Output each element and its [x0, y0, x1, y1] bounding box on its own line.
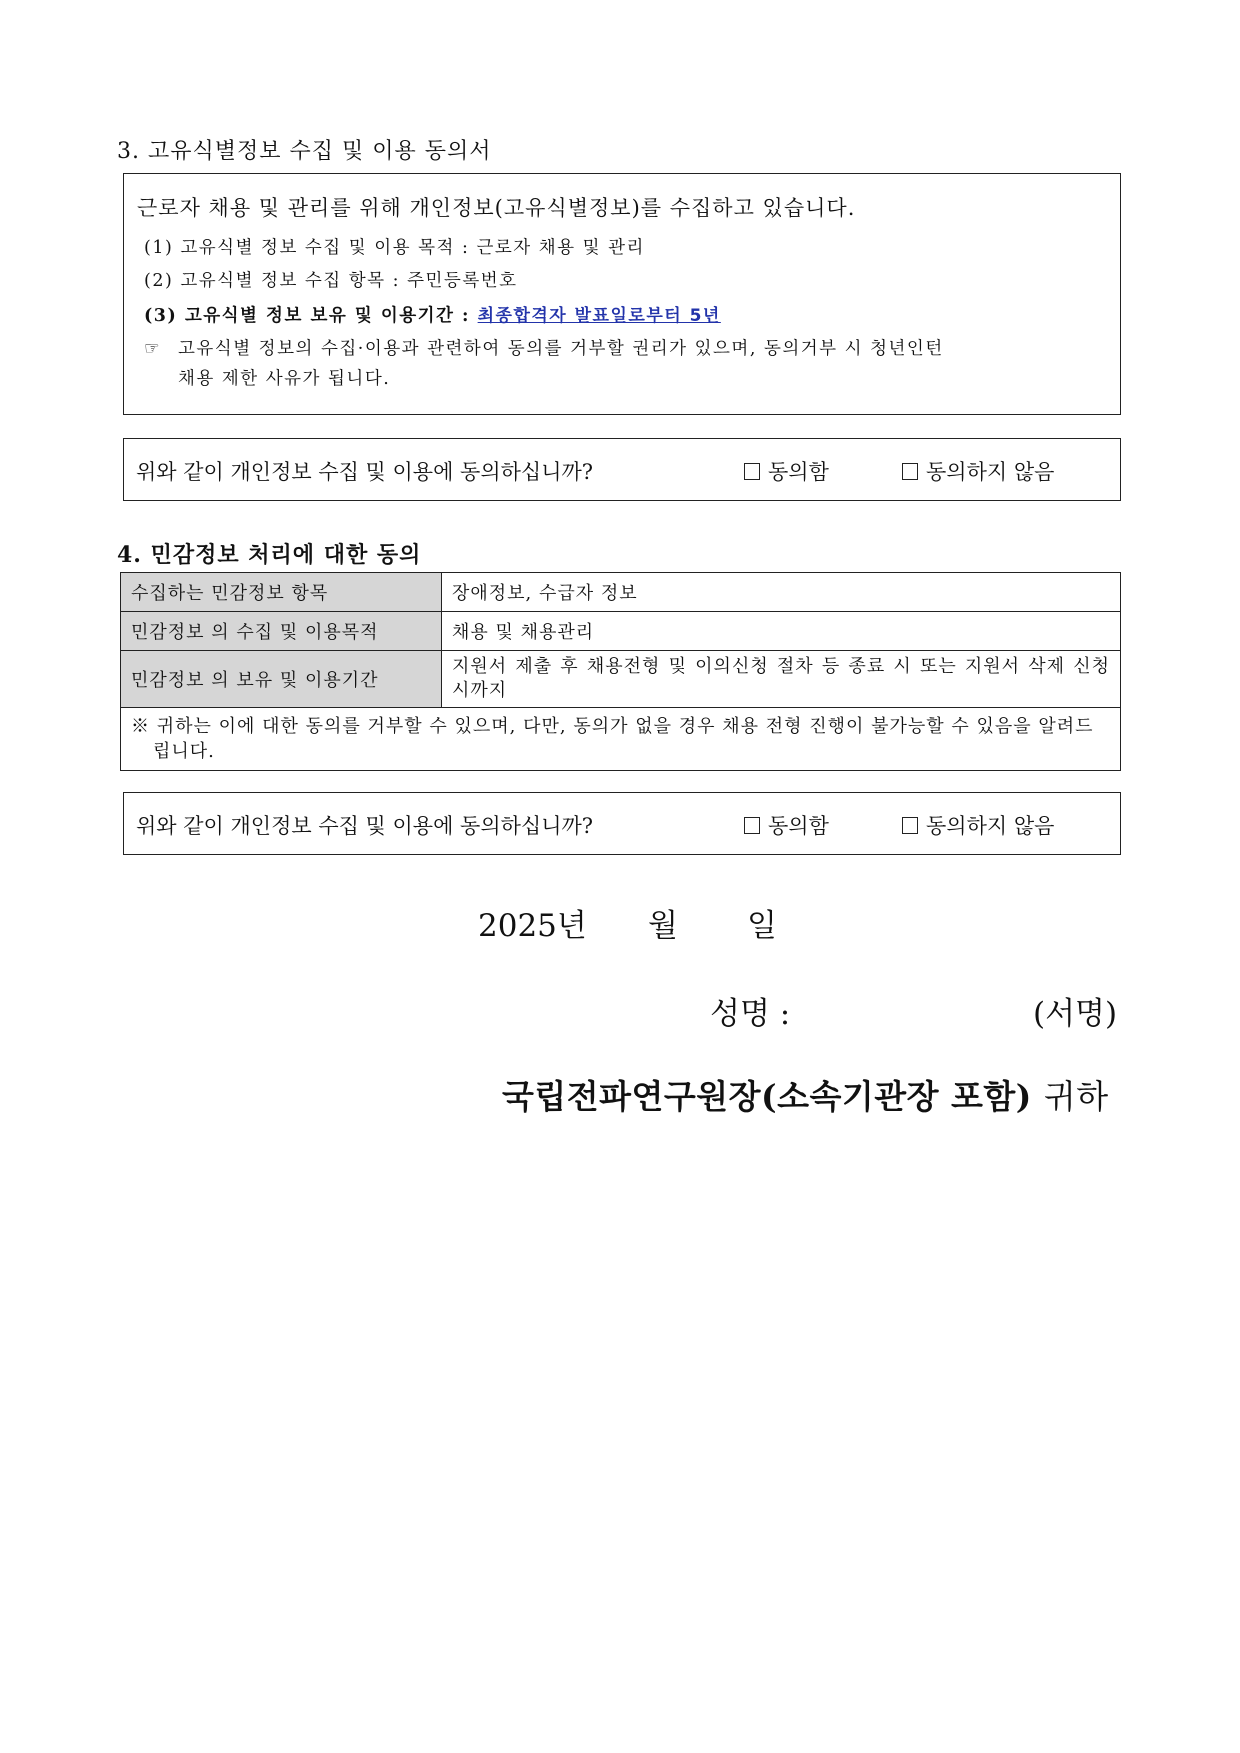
- table-note-row: [121, 708, 1121, 771]
- section3-disagree-checkbox[interactable]: [902, 456, 1054, 486]
- section4-title: 4. 민감정보 처리에 대한 동의: [117, 542, 422, 568]
- section4-note: 귀하는 이에 대한 동의를 거부할 수 있으며, 다만, 동의가 없을 경우 채용 전형 진행이 불가능할 수 있음을 알려드립니다.: [153, 716, 1094, 762]
- section4-consent-question: 위와 같이 개인정보 수집 및 이용에 동의하십니까?: [136, 814, 594, 838]
- checkbox-icon[interactable]: [744, 817, 760, 834]
- date-year: 2025년: [478, 908, 587, 944]
- addressee-name: 국립전파연구원장(소속기관장 포함): [502, 1077, 1032, 1116]
- checkbox-icon[interactable]: [744, 463, 760, 480]
- addressee: [502, 1071, 1109, 1118]
- retention-label: (3) 고유식별 정보 보유 및 이용기간 :: [144, 306, 478, 326]
- section3-agree-checkbox[interactable]: [744, 456, 829, 486]
- reference-mark-icon: ※: [131, 716, 150, 737]
- table-row: [121, 651, 1121, 708]
- row-value: 채용 및 채용관리: [442, 612, 1121, 651]
- signature-label: (서명): [1033, 996, 1118, 1032]
- section3-item-purpose: (1) 고유식별 정보 수집 및 이용 목적 : 근로자 채용 및 관리: [144, 238, 645, 258]
- row-label: 민감정보 의 보유 및 이용기간: [121, 651, 442, 708]
- section3-intro: 근로자 채용 및 관리를 위해 개인정보(고유식별정보)를 수집하고 있습니다.: [137, 196, 856, 220]
- table-row: [121, 612, 1121, 651]
- section3-item-fields: (2) 고유식별 정보 수집 항목 : 주민등록번호: [144, 271, 518, 291]
- section4-disagree-checkbox[interactable]: [902, 810, 1054, 840]
- section4-consent-box: [123, 792, 1121, 855]
- row-label: 민감정보 의 수집 및 이용목적: [121, 612, 442, 651]
- pointing-hand-icon: ☞: [144, 339, 162, 359]
- section3-item-retention: [144, 301, 721, 327]
- checkbox-icon[interactable]: [902, 463, 918, 480]
- section3-note: [144, 334, 1104, 394]
- table-row: [121, 573, 1121, 612]
- disagree-label: 동의하지 않음: [926, 814, 1055, 838]
- sensitive-info-table: [120, 572, 1121, 771]
- date-day: 일: [747, 908, 777, 944]
- addressee-suffix: 귀하: [1043, 1077, 1109, 1116]
- section3-title: 3. 고유식별정보 수집 및 이용 동의서: [117, 139, 492, 164]
- section3-note-line2: 채용 제한 사유가 됩니다.: [178, 369, 391, 389]
- checkbox-icon[interactable]: [902, 817, 918, 834]
- retention-period-link[interactable]: 최종합격자 발표일로부터 5년: [477, 306, 721, 326]
- agree-label: 동의함: [768, 814, 829, 838]
- row-value: 장애정보, 수급자 정보: [442, 573, 1121, 612]
- section3-consent-box: [123, 438, 1121, 501]
- date-month: 월: [648, 908, 678, 944]
- section3-consent-question: 위와 같이 개인정보 수집 및 이용에 동의하십니까?: [136, 460, 594, 484]
- name-label: 성명 :: [710, 996, 791, 1032]
- section3-note-line1: 고유식별 정보의 수집·이용과 관련하여 동의를 거부할 권리가 있으며, 동의거부 시 청년인턴: [178, 339, 944, 359]
- row-value: 지원서 제출 후 채용전형 및 이의신청 절차 등 종료 시 또는 지원서 삭제 신청 시까지: [442, 651, 1121, 708]
- disagree-label: 동의하지 않음: [926, 460, 1055, 484]
- agree-label: 동의함: [768, 460, 829, 484]
- section4-agree-checkbox[interactable]: [744, 810, 829, 840]
- row-label: 수집하는 민감정보 항목: [121, 573, 442, 612]
- section3-info-box: [123, 173, 1121, 415]
